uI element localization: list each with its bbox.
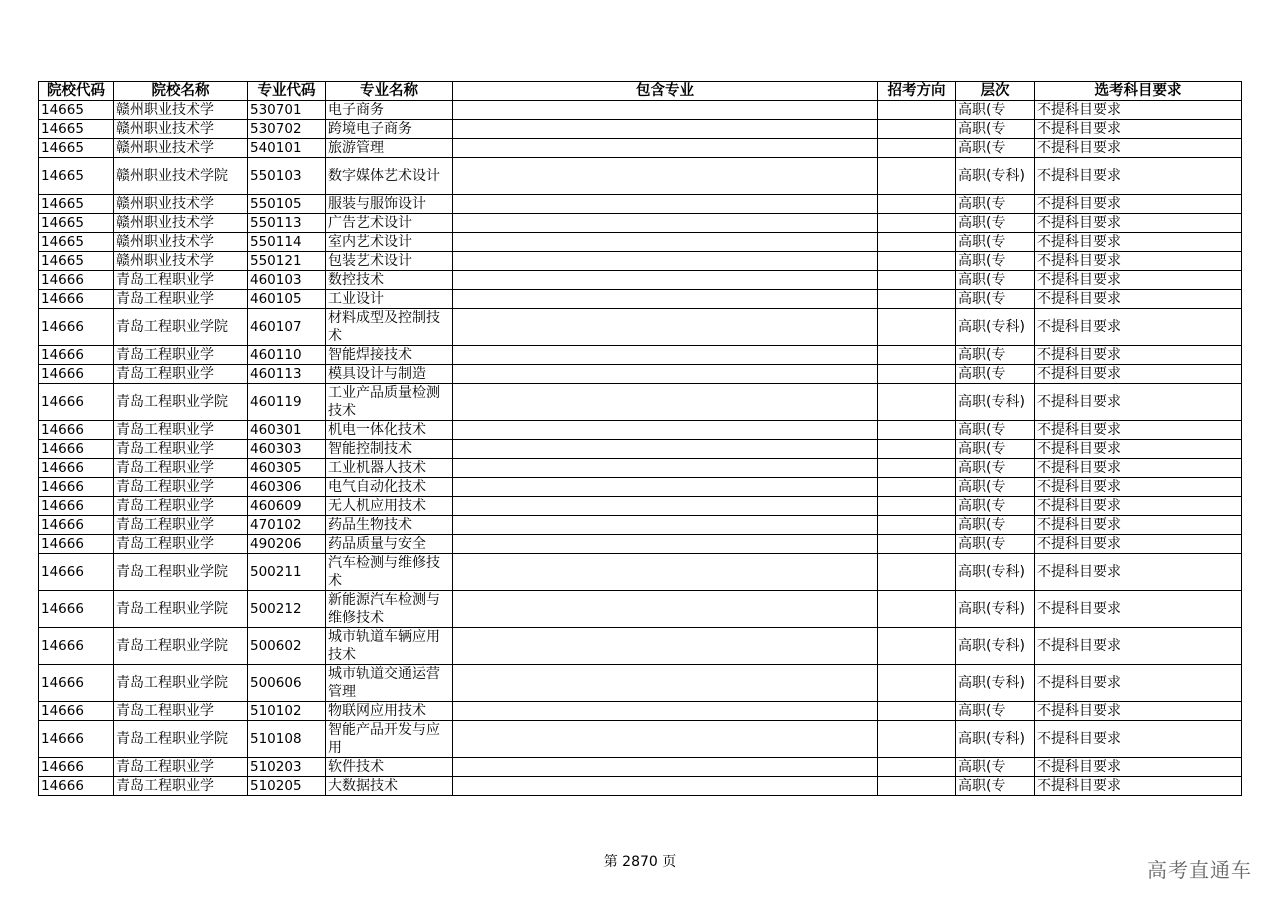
cell-direction bbox=[878, 309, 956, 346]
cell-level: 高职(专科) bbox=[956, 309, 1035, 346]
cell-major-code: 460119 bbox=[248, 384, 326, 421]
table-row bbox=[39, 440, 1242, 459]
cell-school-code: 14666 bbox=[39, 721, 114, 758]
cell-school-code: 14665 bbox=[39, 158, 114, 195]
cell-school-code: 14665 bbox=[39, 120, 114, 139]
cell-subject-requirement: 不提科目要求 bbox=[1035, 384, 1242, 421]
cell-included-majors bbox=[453, 459, 878, 478]
cell-school-code: 14666 bbox=[39, 665, 114, 702]
cell-major-code: 460103 bbox=[248, 271, 326, 290]
cell-level: 高职(专 bbox=[956, 233, 1035, 252]
cell-school-code: 14666 bbox=[39, 365, 114, 384]
cell-level: 高职(专科) bbox=[956, 665, 1035, 702]
cell-included-majors bbox=[453, 497, 878, 516]
cell-school-name: 赣州职业技术学院 bbox=[114, 158, 248, 195]
cell-subject-requirement: 不提科目要求 bbox=[1035, 758, 1242, 777]
cell-major-code: 490206 bbox=[248, 535, 326, 554]
table-row bbox=[39, 516, 1242, 535]
table-row bbox=[39, 120, 1242, 139]
cell-direction bbox=[878, 384, 956, 421]
cell-subject-requirement: 不提科目要求 bbox=[1035, 421, 1242, 440]
cell-direction bbox=[878, 346, 956, 365]
cell-level: 高职(专 bbox=[956, 252, 1035, 271]
table-row bbox=[39, 554, 1242, 591]
cell-direction bbox=[878, 421, 956, 440]
cell-school-name: 赣州职业技术学 bbox=[114, 252, 248, 271]
cell-major-code: 550113 bbox=[248, 214, 326, 233]
col-header-major-code: 专业代码 bbox=[248, 82, 326, 101]
cell-subject-requirement: 不提科目要求 bbox=[1035, 702, 1242, 721]
cell-direction bbox=[878, 195, 956, 214]
admission-table bbox=[38, 81, 1242, 796]
cell-major-name: 药品质量与安全 bbox=[326, 535, 453, 554]
cell-school-name: 青岛工程职业学 bbox=[114, 421, 248, 440]
cell-included-majors bbox=[453, 440, 878, 459]
cell-school-name: 赣州职业技术学 bbox=[114, 120, 248, 139]
cell-school-code: 14666 bbox=[39, 777, 114, 796]
cell-level: 高职(专 bbox=[956, 440, 1035, 459]
cell-subject-requirement: 不提科目要求 bbox=[1035, 440, 1242, 459]
cell-subject-requirement: 不提科目要求 bbox=[1035, 628, 1242, 665]
header-row bbox=[39, 82, 1242, 101]
cell-school-code: 14666 bbox=[39, 271, 114, 290]
cell-school-name: 赣州职业技术学 bbox=[114, 195, 248, 214]
cell-included-majors bbox=[453, 384, 878, 421]
cell-school-name: 青岛工程职业学院 bbox=[114, 384, 248, 421]
cell-direction bbox=[878, 120, 956, 139]
table-row bbox=[39, 252, 1242, 271]
table-row bbox=[39, 233, 1242, 252]
table-row bbox=[39, 702, 1242, 721]
col-header-school-code: 院校代码 bbox=[39, 82, 114, 101]
cell-major-name: 室内艺术设计 bbox=[326, 233, 453, 252]
cell-school-code: 14666 bbox=[39, 478, 114, 497]
table-row bbox=[39, 758, 1242, 777]
cell-major-name: 旅游管理 bbox=[326, 139, 453, 158]
cell-major-code: 510205 bbox=[248, 777, 326, 796]
cell-level: 高职(专 bbox=[956, 702, 1035, 721]
watermark: 高考直通车 bbox=[1147, 858, 1252, 882]
cell-major-code: 530701 bbox=[248, 101, 326, 120]
cell-major-code: 510108 bbox=[248, 721, 326, 758]
table-row bbox=[39, 591, 1242, 628]
cell-level: 高职(专 bbox=[956, 214, 1035, 233]
cell-direction bbox=[878, 101, 956, 120]
col-header-included-majors: 包含专业 bbox=[453, 82, 878, 101]
cell-level: 高职(专 bbox=[956, 777, 1035, 796]
cell-major-code: 460609 bbox=[248, 497, 326, 516]
cell-included-majors bbox=[453, 120, 878, 139]
cell-included-majors bbox=[453, 195, 878, 214]
cell-included-majors bbox=[453, 535, 878, 554]
cell-major-name: 工业产品质量检测技术 bbox=[326, 384, 453, 421]
table-row bbox=[39, 777, 1242, 796]
cell-direction bbox=[878, 628, 956, 665]
cell-school-name: 青岛工程职业学 bbox=[114, 290, 248, 309]
cell-major-name: 智能控制技术 bbox=[326, 440, 453, 459]
cell-school-code: 14665 bbox=[39, 195, 114, 214]
cell-school-name: 赣州职业技术学 bbox=[114, 214, 248, 233]
cell-included-majors bbox=[453, 290, 878, 309]
cell-school-name: 青岛工程职业学 bbox=[114, 516, 248, 535]
cell-level: 高职(专 bbox=[956, 516, 1035, 535]
cell-included-majors bbox=[453, 158, 878, 195]
cell-school-name: 青岛工程职业学 bbox=[114, 346, 248, 365]
cell-school-name: 青岛工程职业学 bbox=[114, 777, 248, 796]
cell-subject-requirement: 不提科目要求 bbox=[1035, 665, 1242, 702]
cell-direction bbox=[878, 516, 956, 535]
cell-school-code: 14666 bbox=[39, 346, 114, 365]
cell-subject-requirement: 不提科目要求 bbox=[1035, 721, 1242, 758]
table-row bbox=[39, 346, 1242, 365]
cell-school-name: 青岛工程职业学 bbox=[114, 702, 248, 721]
cell-subject-requirement: 不提科目要求 bbox=[1035, 459, 1242, 478]
cell-direction bbox=[878, 535, 956, 554]
cell-school-code: 14666 bbox=[39, 628, 114, 665]
cell-major-code: 530702 bbox=[248, 120, 326, 139]
cell-major-name: 电子商务 bbox=[326, 101, 453, 120]
table-row bbox=[39, 365, 1242, 384]
cell-major-code: 460105 bbox=[248, 290, 326, 309]
cell-included-majors bbox=[453, 777, 878, 796]
cell-school-code: 14666 bbox=[39, 554, 114, 591]
cell-level: 高职(专 bbox=[956, 120, 1035, 139]
cell-direction bbox=[878, 777, 956, 796]
cell-subject-requirement: 不提科目要求 bbox=[1035, 516, 1242, 535]
cell-level: 高职(专 bbox=[956, 478, 1035, 497]
cell-school-name: 青岛工程职业学 bbox=[114, 271, 248, 290]
cell-subject-requirement: 不提科目要求 bbox=[1035, 309, 1242, 346]
cell-direction bbox=[878, 459, 956, 478]
cell-direction bbox=[878, 554, 956, 591]
cell-school-code: 14666 bbox=[39, 309, 114, 346]
cell-major-code: 460301 bbox=[248, 421, 326, 440]
cell-major-code: 550114 bbox=[248, 233, 326, 252]
cell-included-majors bbox=[453, 252, 878, 271]
cell-level: 高职(专 bbox=[956, 535, 1035, 554]
table-row bbox=[39, 459, 1242, 478]
cell-major-code: 510203 bbox=[248, 758, 326, 777]
cell-level: 高职(专 bbox=[956, 101, 1035, 120]
cell-school-code: 14666 bbox=[39, 497, 114, 516]
cell-major-name: 工业机器人技术 bbox=[326, 459, 453, 478]
cell-major-name: 大数据技术 bbox=[326, 777, 453, 796]
cell-subject-requirement: 不提科目要求 bbox=[1035, 101, 1242, 120]
cell-subject-requirement: 不提科目要求 bbox=[1035, 591, 1242, 628]
cell-level: 高职(专 bbox=[956, 346, 1035, 365]
cell-school-code: 14666 bbox=[39, 535, 114, 554]
cell-school-code: 14666 bbox=[39, 440, 114, 459]
cell-subject-requirement: 不提科目要求 bbox=[1035, 252, 1242, 271]
cell-included-majors bbox=[453, 271, 878, 290]
table-row bbox=[39, 384, 1242, 421]
cell-level: 高职(专 bbox=[956, 497, 1035, 516]
cell-included-majors bbox=[453, 233, 878, 252]
cell-major-code: 460113 bbox=[248, 365, 326, 384]
cell-school-code: 14665 bbox=[39, 101, 114, 120]
cell-school-name: 青岛工程职业学院 bbox=[114, 665, 248, 702]
admission-table-container bbox=[38, 81, 1241, 796]
cell-school-name: 青岛工程职业学 bbox=[114, 478, 248, 497]
cell-included-majors bbox=[453, 516, 878, 535]
cell-direction bbox=[878, 702, 956, 721]
cell-major-code: 460305 bbox=[248, 459, 326, 478]
col-header-major-name: 专业名称 bbox=[326, 82, 453, 101]
cell-included-majors bbox=[453, 101, 878, 120]
cell-included-majors bbox=[453, 554, 878, 591]
col-header-level: 层次 bbox=[956, 82, 1035, 101]
table-row bbox=[39, 535, 1242, 554]
cell-school-code: 14666 bbox=[39, 758, 114, 777]
cell-school-code: 14666 bbox=[39, 459, 114, 478]
cell-school-code: 14665 bbox=[39, 139, 114, 158]
cell-subject-requirement: 不提科目要求 bbox=[1035, 195, 1242, 214]
cell-level: 高职(专 bbox=[956, 459, 1035, 478]
table-row bbox=[39, 158, 1242, 195]
cell-major-name: 包装艺术设计 bbox=[326, 252, 453, 271]
cell-major-name: 材料成型及控制技术 bbox=[326, 309, 453, 346]
cell-direction bbox=[878, 497, 956, 516]
col-header-direction: 招考方向 bbox=[878, 82, 956, 101]
cell-subject-requirement: 不提科目要求 bbox=[1035, 158, 1242, 195]
table-row bbox=[39, 309, 1242, 346]
cell-level: 高职(专科) bbox=[956, 591, 1035, 628]
cell-direction bbox=[878, 252, 956, 271]
cell-included-majors bbox=[453, 214, 878, 233]
table-row bbox=[39, 195, 1242, 214]
cell-level: 高职(专 bbox=[956, 758, 1035, 777]
cell-direction bbox=[878, 478, 956, 497]
cell-major-name: 广告艺术设计 bbox=[326, 214, 453, 233]
cell-subject-requirement: 不提科目要求 bbox=[1035, 777, 1242, 796]
cell-subject-requirement: 不提科目要求 bbox=[1035, 290, 1242, 309]
cell-school-name: 青岛工程职业学 bbox=[114, 497, 248, 516]
cell-school-name: 青岛工程职业学院 bbox=[114, 628, 248, 665]
cell-level: 高职(专 bbox=[956, 271, 1035, 290]
cell-major-code: 500212 bbox=[248, 591, 326, 628]
cell-level: 高职(专 bbox=[956, 290, 1035, 309]
table-row bbox=[39, 665, 1242, 702]
cell-major-name: 模具设计与制造 bbox=[326, 365, 453, 384]
cell-major-name: 数字媒体艺术设计 bbox=[326, 158, 453, 195]
cell-major-name: 智能焊接技术 bbox=[326, 346, 453, 365]
cell-school-name: 赣州职业技术学 bbox=[114, 233, 248, 252]
cell-school-code: 14666 bbox=[39, 421, 114, 440]
cell-school-name: 青岛工程职业学院 bbox=[114, 309, 248, 346]
cell-direction bbox=[878, 665, 956, 702]
cell-major-code: 460110 bbox=[248, 346, 326, 365]
cell-school-name: 青岛工程职业学 bbox=[114, 535, 248, 554]
cell-school-name: 青岛工程职业学院 bbox=[114, 721, 248, 758]
table-row bbox=[39, 214, 1242, 233]
cell-major-name: 城市轨道车辆应用技术 bbox=[326, 628, 453, 665]
table-row bbox=[39, 139, 1242, 158]
cell-major-code: 550121 bbox=[248, 252, 326, 271]
cell-major-name: 软件技术 bbox=[326, 758, 453, 777]
cell-school-code: 14666 bbox=[39, 290, 114, 309]
cell-included-majors bbox=[453, 628, 878, 665]
cell-major-code: 500211 bbox=[248, 554, 326, 591]
cell-major-name: 数控技术 bbox=[326, 271, 453, 290]
table-row bbox=[39, 628, 1242, 665]
cell-subject-requirement: 不提科目要求 bbox=[1035, 497, 1242, 516]
cell-included-majors bbox=[453, 702, 878, 721]
cell-school-name: 青岛工程职业学 bbox=[114, 440, 248, 459]
cell-subject-requirement: 不提科目要求 bbox=[1035, 346, 1242, 365]
cell-school-name: 青岛工程职业学 bbox=[114, 459, 248, 478]
cell-subject-requirement: 不提科目要求 bbox=[1035, 478, 1242, 497]
table-row bbox=[39, 271, 1242, 290]
cell-direction bbox=[878, 758, 956, 777]
cell-included-majors bbox=[453, 346, 878, 365]
cell-direction bbox=[878, 139, 956, 158]
table-row bbox=[39, 101, 1242, 120]
cell-level: 高职(专科) bbox=[956, 628, 1035, 665]
cell-subject-requirement: 不提科目要求 bbox=[1035, 535, 1242, 554]
cell-school-name: 赣州职业技术学 bbox=[114, 101, 248, 120]
cell-major-name: 药品生物技术 bbox=[326, 516, 453, 535]
cell-direction bbox=[878, 440, 956, 459]
cell-subject-requirement: 不提科目要求 bbox=[1035, 233, 1242, 252]
cell-major-name: 智能产品开发与应用 bbox=[326, 721, 453, 758]
cell-major-code: 460107 bbox=[248, 309, 326, 346]
table-row bbox=[39, 497, 1242, 516]
cell-school-code: 14665 bbox=[39, 252, 114, 271]
cell-included-majors bbox=[453, 478, 878, 497]
cell-major-name: 汽车检测与维修技术 bbox=[326, 554, 453, 591]
cell-major-name: 物联网应用技术 bbox=[326, 702, 453, 721]
cell-school-name: 赣州职业技术学 bbox=[114, 139, 248, 158]
cell-included-majors bbox=[453, 365, 878, 384]
cell-direction bbox=[878, 158, 956, 195]
cell-subject-requirement: 不提科目要求 bbox=[1035, 365, 1242, 384]
cell-school-code: 14665 bbox=[39, 214, 114, 233]
cell-level: 高职(专 bbox=[956, 421, 1035, 440]
table-row bbox=[39, 421, 1242, 440]
cell-level: 高职(专科) bbox=[956, 158, 1035, 195]
cell-included-majors bbox=[453, 309, 878, 346]
cell-direction bbox=[878, 233, 956, 252]
cell-included-majors bbox=[453, 591, 878, 628]
cell-included-majors bbox=[453, 421, 878, 440]
table-row bbox=[39, 290, 1242, 309]
cell-subject-requirement: 不提科目要求 bbox=[1035, 554, 1242, 591]
cell-direction bbox=[878, 365, 956, 384]
cell-major-name: 新能源汽车检测与维修技术 bbox=[326, 591, 453, 628]
cell-major-code: 500602 bbox=[248, 628, 326, 665]
table-row bbox=[39, 478, 1242, 497]
cell-subject-requirement: 不提科目要求 bbox=[1035, 120, 1242, 139]
cell-major-code: 540101 bbox=[248, 139, 326, 158]
cell-direction bbox=[878, 290, 956, 309]
cell-level: 高职(专科) bbox=[956, 554, 1035, 591]
cell-school-name: 青岛工程职业学院 bbox=[114, 591, 248, 628]
cell-school-name: 青岛工程职业学 bbox=[114, 365, 248, 384]
cell-subject-requirement: 不提科目要求 bbox=[1035, 214, 1242, 233]
cell-school-code: 14665 bbox=[39, 233, 114, 252]
cell-major-code: 550105 bbox=[248, 195, 326, 214]
cell-direction bbox=[878, 721, 956, 758]
cell-major-code: 550103 bbox=[248, 158, 326, 195]
cell-school-code: 14666 bbox=[39, 702, 114, 721]
col-header-school-name: 院校名称 bbox=[114, 82, 248, 101]
cell-major-code: 470102 bbox=[248, 516, 326, 535]
cell-included-majors bbox=[453, 758, 878, 777]
cell-major-name: 城市轨道交通运营管理 bbox=[326, 665, 453, 702]
cell-included-majors bbox=[453, 721, 878, 758]
cell-included-majors bbox=[453, 139, 878, 158]
col-header-subject-requirement: 选考科目要求 bbox=[1035, 82, 1242, 101]
cell-direction bbox=[878, 214, 956, 233]
cell-level: 高职(专 bbox=[956, 139, 1035, 158]
cell-level: 高职(专科) bbox=[956, 384, 1035, 421]
cell-direction bbox=[878, 591, 956, 628]
cell-school-name: 青岛工程职业学院 bbox=[114, 554, 248, 591]
cell-major-code: 460303 bbox=[248, 440, 326, 459]
cell-major-code: 460306 bbox=[248, 478, 326, 497]
table-row bbox=[39, 721, 1242, 758]
cell-school-code: 14666 bbox=[39, 516, 114, 535]
cell-major-name: 工业设计 bbox=[326, 290, 453, 309]
cell-major-name: 服装与服饰设计 bbox=[326, 195, 453, 214]
cell-direction bbox=[878, 271, 956, 290]
cell-major-code: 500606 bbox=[248, 665, 326, 702]
page-number: 第 2870 页 bbox=[603, 854, 677, 870]
cell-school-code: 14666 bbox=[39, 384, 114, 421]
cell-level: 高职(专 bbox=[956, 365, 1035, 384]
cell-level: 高职(专科) bbox=[956, 721, 1035, 758]
cell-major-name: 电气自动化技术 bbox=[326, 478, 453, 497]
cell-subject-requirement: 不提科目要求 bbox=[1035, 139, 1242, 158]
cell-included-majors bbox=[453, 665, 878, 702]
table-body bbox=[39, 101, 1242, 796]
cell-major-code: 510102 bbox=[248, 702, 326, 721]
cell-major-name: 无人机应用技术 bbox=[326, 497, 453, 516]
cell-major-name: 机电一体化技术 bbox=[326, 421, 453, 440]
cell-subject-requirement: 不提科目要求 bbox=[1035, 271, 1242, 290]
cell-level: 高职(专 bbox=[956, 195, 1035, 214]
cell-major-name: 跨境电子商务 bbox=[326, 120, 453, 139]
cell-school-code: 14666 bbox=[39, 591, 114, 628]
cell-school-name: 青岛工程职业学 bbox=[114, 758, 248, 777]
